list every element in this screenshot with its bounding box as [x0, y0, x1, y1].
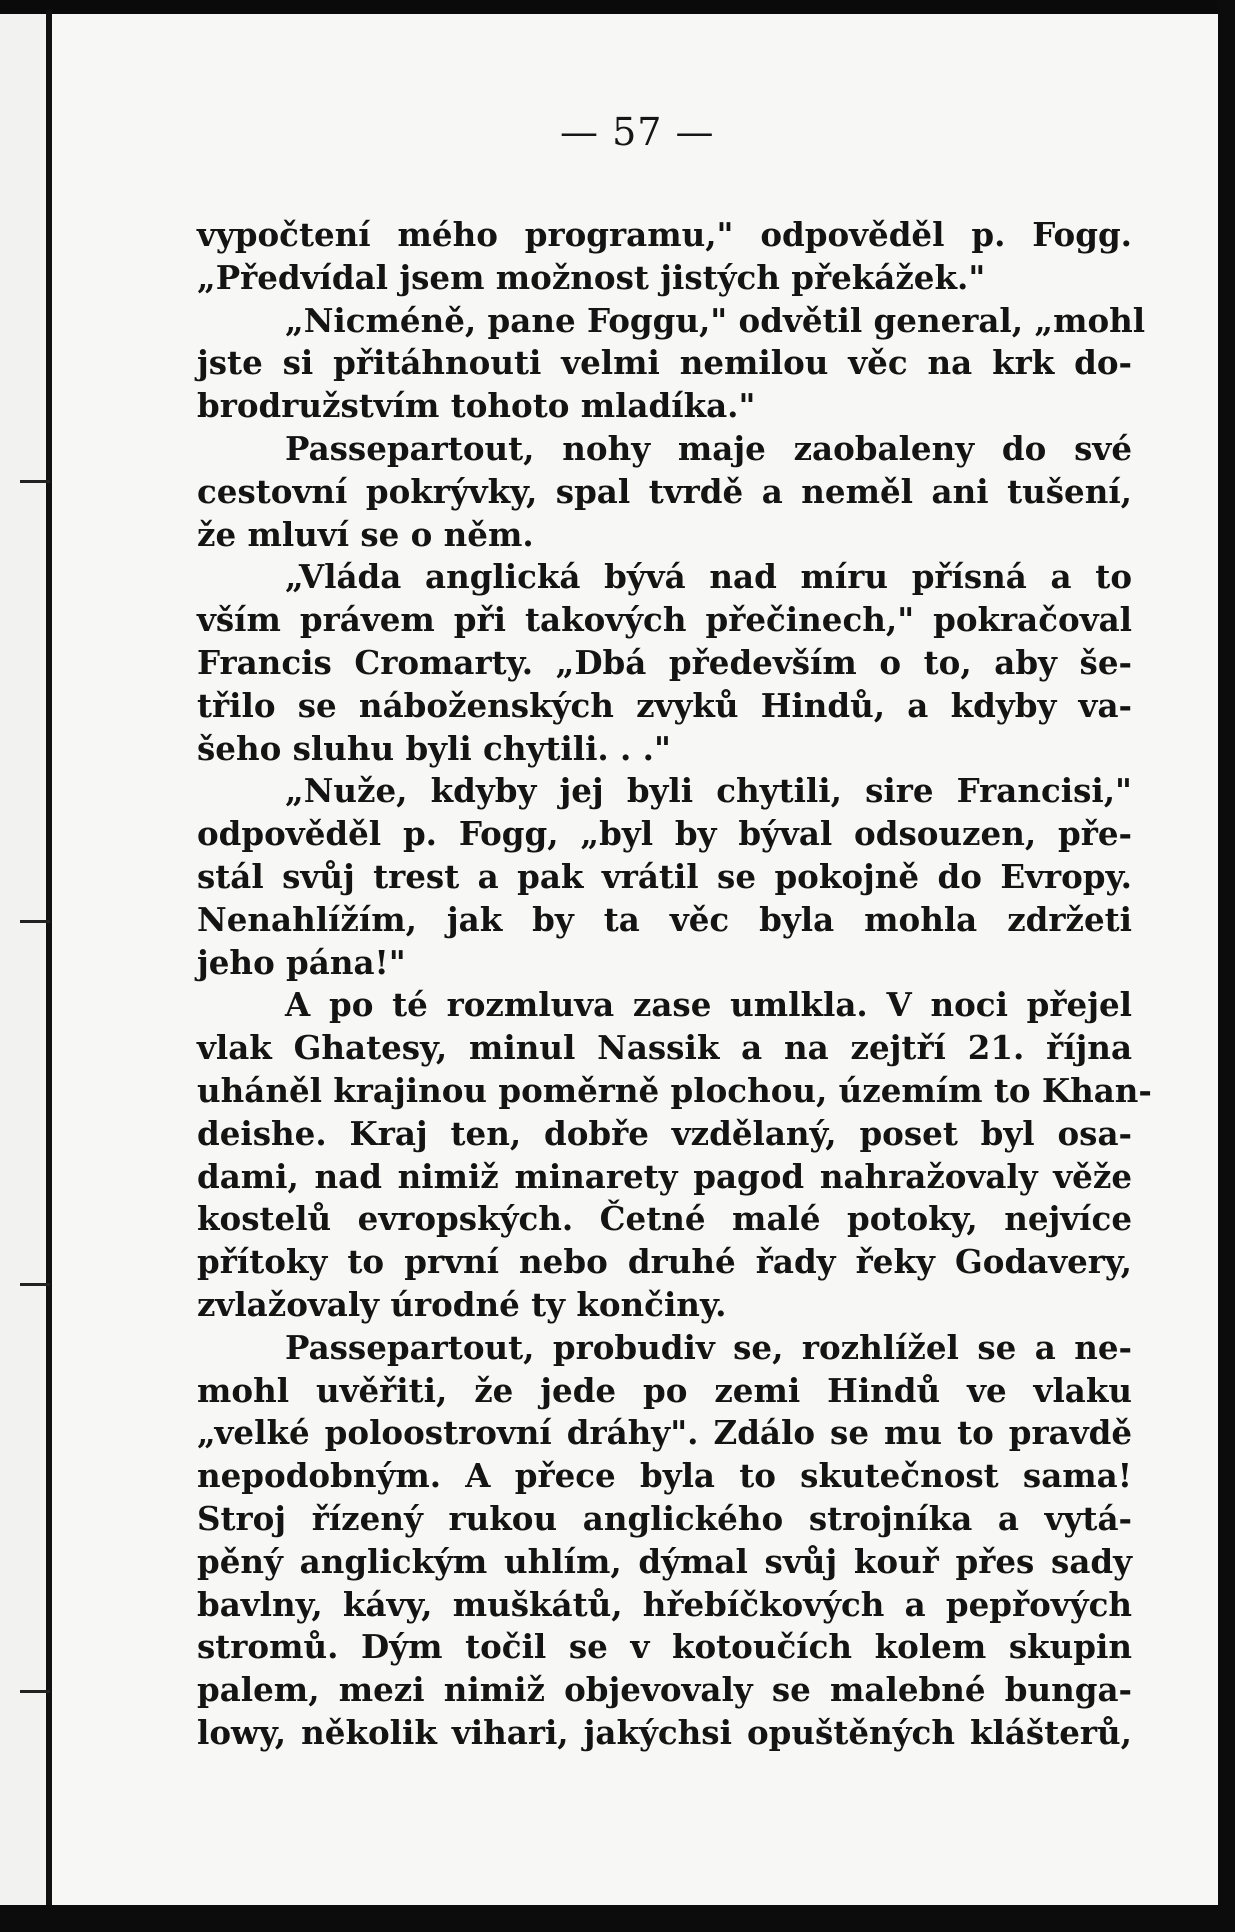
text-line: šeho sluhu byli chytili. . ." [197, 728, 671, 768]
text-line: vším právem při takových přečinech," pokračoval [197, 600, 1132, 640]
binding-mark [20, 1283, 50, 1286]
text-line: Nenahlížím, jak by ta věc byla mohla zdržeti [197, 899, 1132, 939]
binding-mark [20, 480, 50, 483]
text-line: vlak Ghatesy, minul Nassik a na zejtří 21. října [197, 1028, 1132, 1068]
text-line: třilo se náboženských zvyků Hindů, a kdyby va- [197, 685, 1132, 725]
text-line: vypočtení mého programu," odpověděl p. Fogg. [197, 215, 1132, 254]
text-line: jeho pána!" [197, 942, 406, 982]
binding-mark [20, 920, 50, 923]
text-line: A po té rozmluva zase umlkla. V noci přejel [285, 985, 1132, 1025]
text-line: pěný anglickým uhlím, dýmal svůj kouř přes sady [197, 1541, 1132, 1581]
text-line: nepodobným. A přece byla to skutečnost sama! [197, 1456, 1132, 1496]
scan-right-edge [1218, 0, 1235, 1932]
scan-left-margin [0, 0, 50, 1932]
page-binding-edge [46, 10, 52, 1920]
page-number: — 57 — [560, 110, 715, 154]
text-line: Francis Cromarty. „Dbá především o to, aby še- [197, 642, 1132, 682]
body-text [197, 214, 1152, 1755]
binding-mark [20, 1690, 50, 1693]
text-line: dami, nad nimiž minarety pagod nahražovaly věže [197, 1156, 1132, 1196]
text-line: odpověděl p. Fogg, „byl by býval odsouzen, pře- [197, 814, 1132, 854]
text-line: mohl uvěřiti, že jede po zemi Hindů ve vlaku [197, 1370, 1132, 1410]
text-line: „velké poloostrovní dráhy". Zdálo se mu to pravdě [197, 1413, 1132, 1453]
text-line: přítoky to první nebo druhé řady řeky Godavery, [197, 1242, 1132, 1282]
text-line: Passepartout, probudiv se, rozhlížel se a ne- [285, 1327, 1132, 1367]
text-line: Stroj řízený rukou anglického strojníka a vytá- [197, 1498, 1132, 1538]
scan-top-edge [0, 0, 1235, 14]
text-line: stromů. Dým točil se v kotoučích kolem skupin [197, 1627, 1132, 1667]
text-line: brodružstvím tohoto mladíka." [197, 386, 756, 426]
text-line: „Vláda anglická bývá nad míru přísná a to [285, 557, 1132, 597]
text-line: palem, mezi nimiž objevovaly se malebné bunga- [197, 1670, 1132, 1710]
text-line: stál svůj trest a pak vrátil se pokojně do Evropy. [197, 856, 1132, 896]
text-line: lowy, několik vihari, jakýchsi opuštěných klášterů, [197, 1712, 1132, 1752]
text-line: kostelů evropských. Četné malé potoky, nejvíce [197, 1199, 1132, 1239]
text-line: cestovní pokrývky, spal tvrdě a neměl ani tušení, [197, 471, 1132, 511]
text-line: bavlny, kávy, muškátů, hřebíčkových a pepřových [197, 1584, 1132, 1624]
text-line: „Nicméně, pane Foggu," odvětil general, „mohl [285, 300, 1146, 340]
text-line: „Nuže, kdyby jej byli chytili, sire Francisi," [285, 771, 1132, 811]
text-line: „Předvídal jsem možnost jistých překážek." [197, 257, 986, 297]
text-line: Passepartout, nohy maje zaobaleny do své [285, 428, 1132, 468]
text-line: zvlažovaly úrodné ty končiny. [197, 1284, 727, 1324]
text-line: jste si přitáhnouti velmi nemilou věc na krk do- [197, 343, 1132, 383]
text-line: uháněl krajinou poměrně plochou, územím to Khan- [197, 1070, 1152, 1110]
text-line: že mluví se o něm. [197, 514, 534, 554]
text-line: deishe. Kraj ten, dobře vzdělaný, poset byl osa- [197, 1113, 1132, 1153]
scan-bottom-edge [0, 1905, 1235, 1932]
